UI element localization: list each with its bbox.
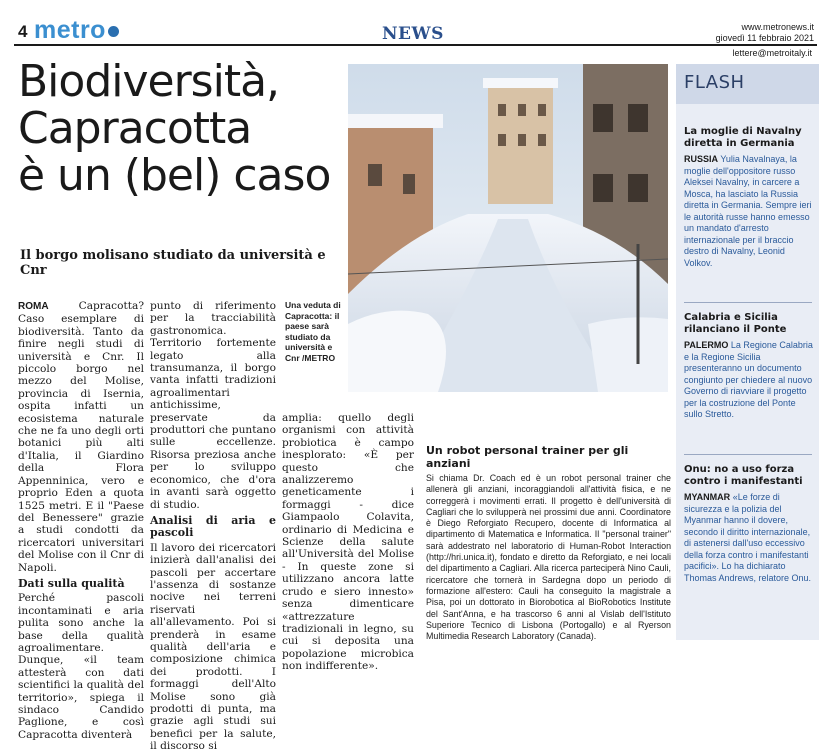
- contact-email: lettere@metroitaly.it: [732, 48, 812, 58]
- headline: [18, 58, 348, 199]
- page-number: 4: [18, 22, 28, 41]
- paragraph-text: Capracotta? Caso esemplare di biodiversità. Tanto da finire negli studi di università e Cnr. Il piccolo borgo nel mezzo del Molise, provincia di Isernia, ospita infatti un ecosistema naturale che ne fa uno degli orti botanici più alti d'Italia, il Giardino della Flora Appenninica, vero e proprio Eden a quota 1525 metri. E il "Paese del Benessere" grazie a studi condotti da ricercatori universitari del Molise con il Cnr di Napoli.: [18, 300, 144, 574]
- box-text: Si chiama Dr. Coach ed è un robot personal trainer che allenerà gli anziani, incoraggiandoli all'attività fisica, e ne correggerà i movimenti errati. Il progetto è dell'università di Cagliari che lo svilupperà nei prossimi due anni. Coordinatore è Diego Reforgiato Recupero, docente di Informatica al dipartimento di Matematica e Informatica. Il "personal trainer" sarà addestrato nel laboratorio di Human-Robot Interaction (http://hri.unica.it), fondato e diretto da Reforgiato, e nei locali del dipartimento a Cagliari. Alla ricerca parteciperà Nino Cauli, ricercatore che tornerà in Sardegna dopo un periodo di formazione all'estero: Cauli ha conseguito la magistrale a Pisa, poi un dottorato in Biorobotica al BioRobotics Institute del Sant'Anna, e ha trascorso 6 anni al Vislab dell'Istituto Superiore Tecnico di Lisbona (Portogallo) e al Ryerson Multimedia Research Laboratory (Canada).: [426, 473, 671, 642]
- photo-illustration: [348, 64, 668, 392]
- flash-item-text: [684, 492, 814, 584]
- flash-item-place: PALERMO: [684, 340, 729, 350]
- flash-sidebar: [676, 64, 819, 640]
- article-paragraph: Il lavoro dei ricercatori inizierà dall'analisi dei pascoli per accertare l'assenza di sostanze nocive nei terreni riservati all'allevamento. Poi si prenderà in esame qualità dell'aria e composizione chimica dei prodotti. I formaggi dell'Alto Molise sono già prodotti di punta, ma grazie agli studi sui benefici per la salute, il discorso si: [150, 541, 276, 753]
- flash-item-body: Yulia Navalnaya, la moglie dell'oppositore russo Aleksei Navalny, in carcere a Mosca, ha lasciato la Russia diretta in Germania. Sempre ieri le autorità russe hanno emesso un mandato d'arresto internazionale per il braccio destro di Navalny, Leonid Volkov.: [684, 154, 812, 268]
- box-title: Un robot personal trainer per gli anziani: [426, 444, 629, 470]
- headline-line: Biodiversità,: [18, 56, 280, 107]
- flash-item-title: La moglie di Navalny diretta in Germania: [684, 126, 802, 149]
- flash-item: [684, 464, 814, 584]
- flash-item-body: «Le forze di sicurezza e la polizia del Myanmar hanno il dovere, secondo il diritto internazionale, di astenersi dall'uso eccessivo della forza contro i manifestanti pacifici». Lo ha dichiarato Thomas Andrews, relatore Onu.: [684, 492, 812, 583]
- flash-separator: [684, 302, 812, 303]
- article-column-2: [150, 300, 276, 755]
- article-column-1: [18, 300, 144, 743]
- article-column-3: [282, 412, 414, 675]
- flash-item-title: Onu: no a uso forza contro i manifestanti: [684, 464, 803, 487]
- flash-item-title: Calabria e Sicilia rilanciano il Ponte: [684, 312, 787, 335]
- page-header: [0, 0, 832, 58]
- issue-date: giovedì 11 febbraio 2021: [715, 33, 814, 43]
- dateline: ROMA: [18, 301, 49, 312]
- header-rule: [14, 44, 817, 46]
- website: www.metronews.it: [741, 22, 814, 32]
- flash-item-place: RUSSIA: [684, 154, 719, 164]
- article-paragraph: amplia: quello degli organismi con attività probiotica è campo inesplorato: «È per questo che analizzeremo geneticamente i formaggi - dice Giampaolo Colavita, ordinario di Medicina e Scienze della salute all'Università del Molise - In queste zone si utilizzano ancora latte crudo e siero innesto» senza dimenticare «attrezzature tradizionali in legno, su cui si deposita una popolazione microbica non indifferente».: [282, 412, 414, 673]
- flash-item: [684, 312, 814, 421]
- section-heading: Analisi di aria e pascoli: [150, 513, 276, 540]
- flash-item-text: [684, 154, 814, 269]
- flash-item: [684, 126, 814, 269]
- flash-item-place: MYANMAR: [684, 492, 731, 502]
- photo-caption: Una veduta di Capracotta: il paese sarà studiato da università e Cnr /METRO: [285, 300, 341, 363]
- flash-item-body: La Regione Calabria e la Regione Sicilia presenteranno un documento congiunto per chiedere al nuovo Governo di riavviare il progetto per la costruzione del Ponte sullo Stretto.: [684, 340, 813, 419]
- header-info: [716, 22, 814, 44]
- flash-item-text: [684, 340, 814, 421]
- headline-line: è un (bel) caso: [18, 150, 331, 201]
- article-paragraph: [18, 300, 144, 574]
- section-title: NEWS: [382, 24, 444, 44]
- brand-logo: [34, 16, 119, 45]
- article-paragraph: punto di riferimento per la tracciabilità gastronomica. Territorio fortemente legato alla transumanza, il borgo vanta infatti tradizioni agroalimentari antichissime, preservate da produttori che puntano sulle eccellenze. Risorsa preziosa anche per lo sviluppo economico, che d'ora in avanti sarà oggetto di studio.: [150, 300, 276, 511]
- brand-name: metro: [34, 16, 106, 44]
- section-heading: Dati sulla qualità: [18, 576, 125, 590]
- globe-icon: [108, 26, 119, 37]
- article-paragraph: Perché pascoli incontaminati e aria pulita sono anche la base della qualità agroalimentare. Dunque, «il team attesterà con dati scientifici la qualità del territorio», spiega il sindaco Candido Paglione, e così Capracotta diventerà: [18, 592, 144, 741]
- headline-line: Capracotta: [18, 103, 252, 154]
- flash-separator: [684, 454, 812, 455]
- robot-trainer-box: [426, 444, 671, 642]
- flash-title: FLASH: [676, 64, 819, 104]
- subheadline: Il borgo molisano studiato da università e Cnr: [20, 248, 326, 278]
- snowy-village-photo: [348, 64, 668, 392]
